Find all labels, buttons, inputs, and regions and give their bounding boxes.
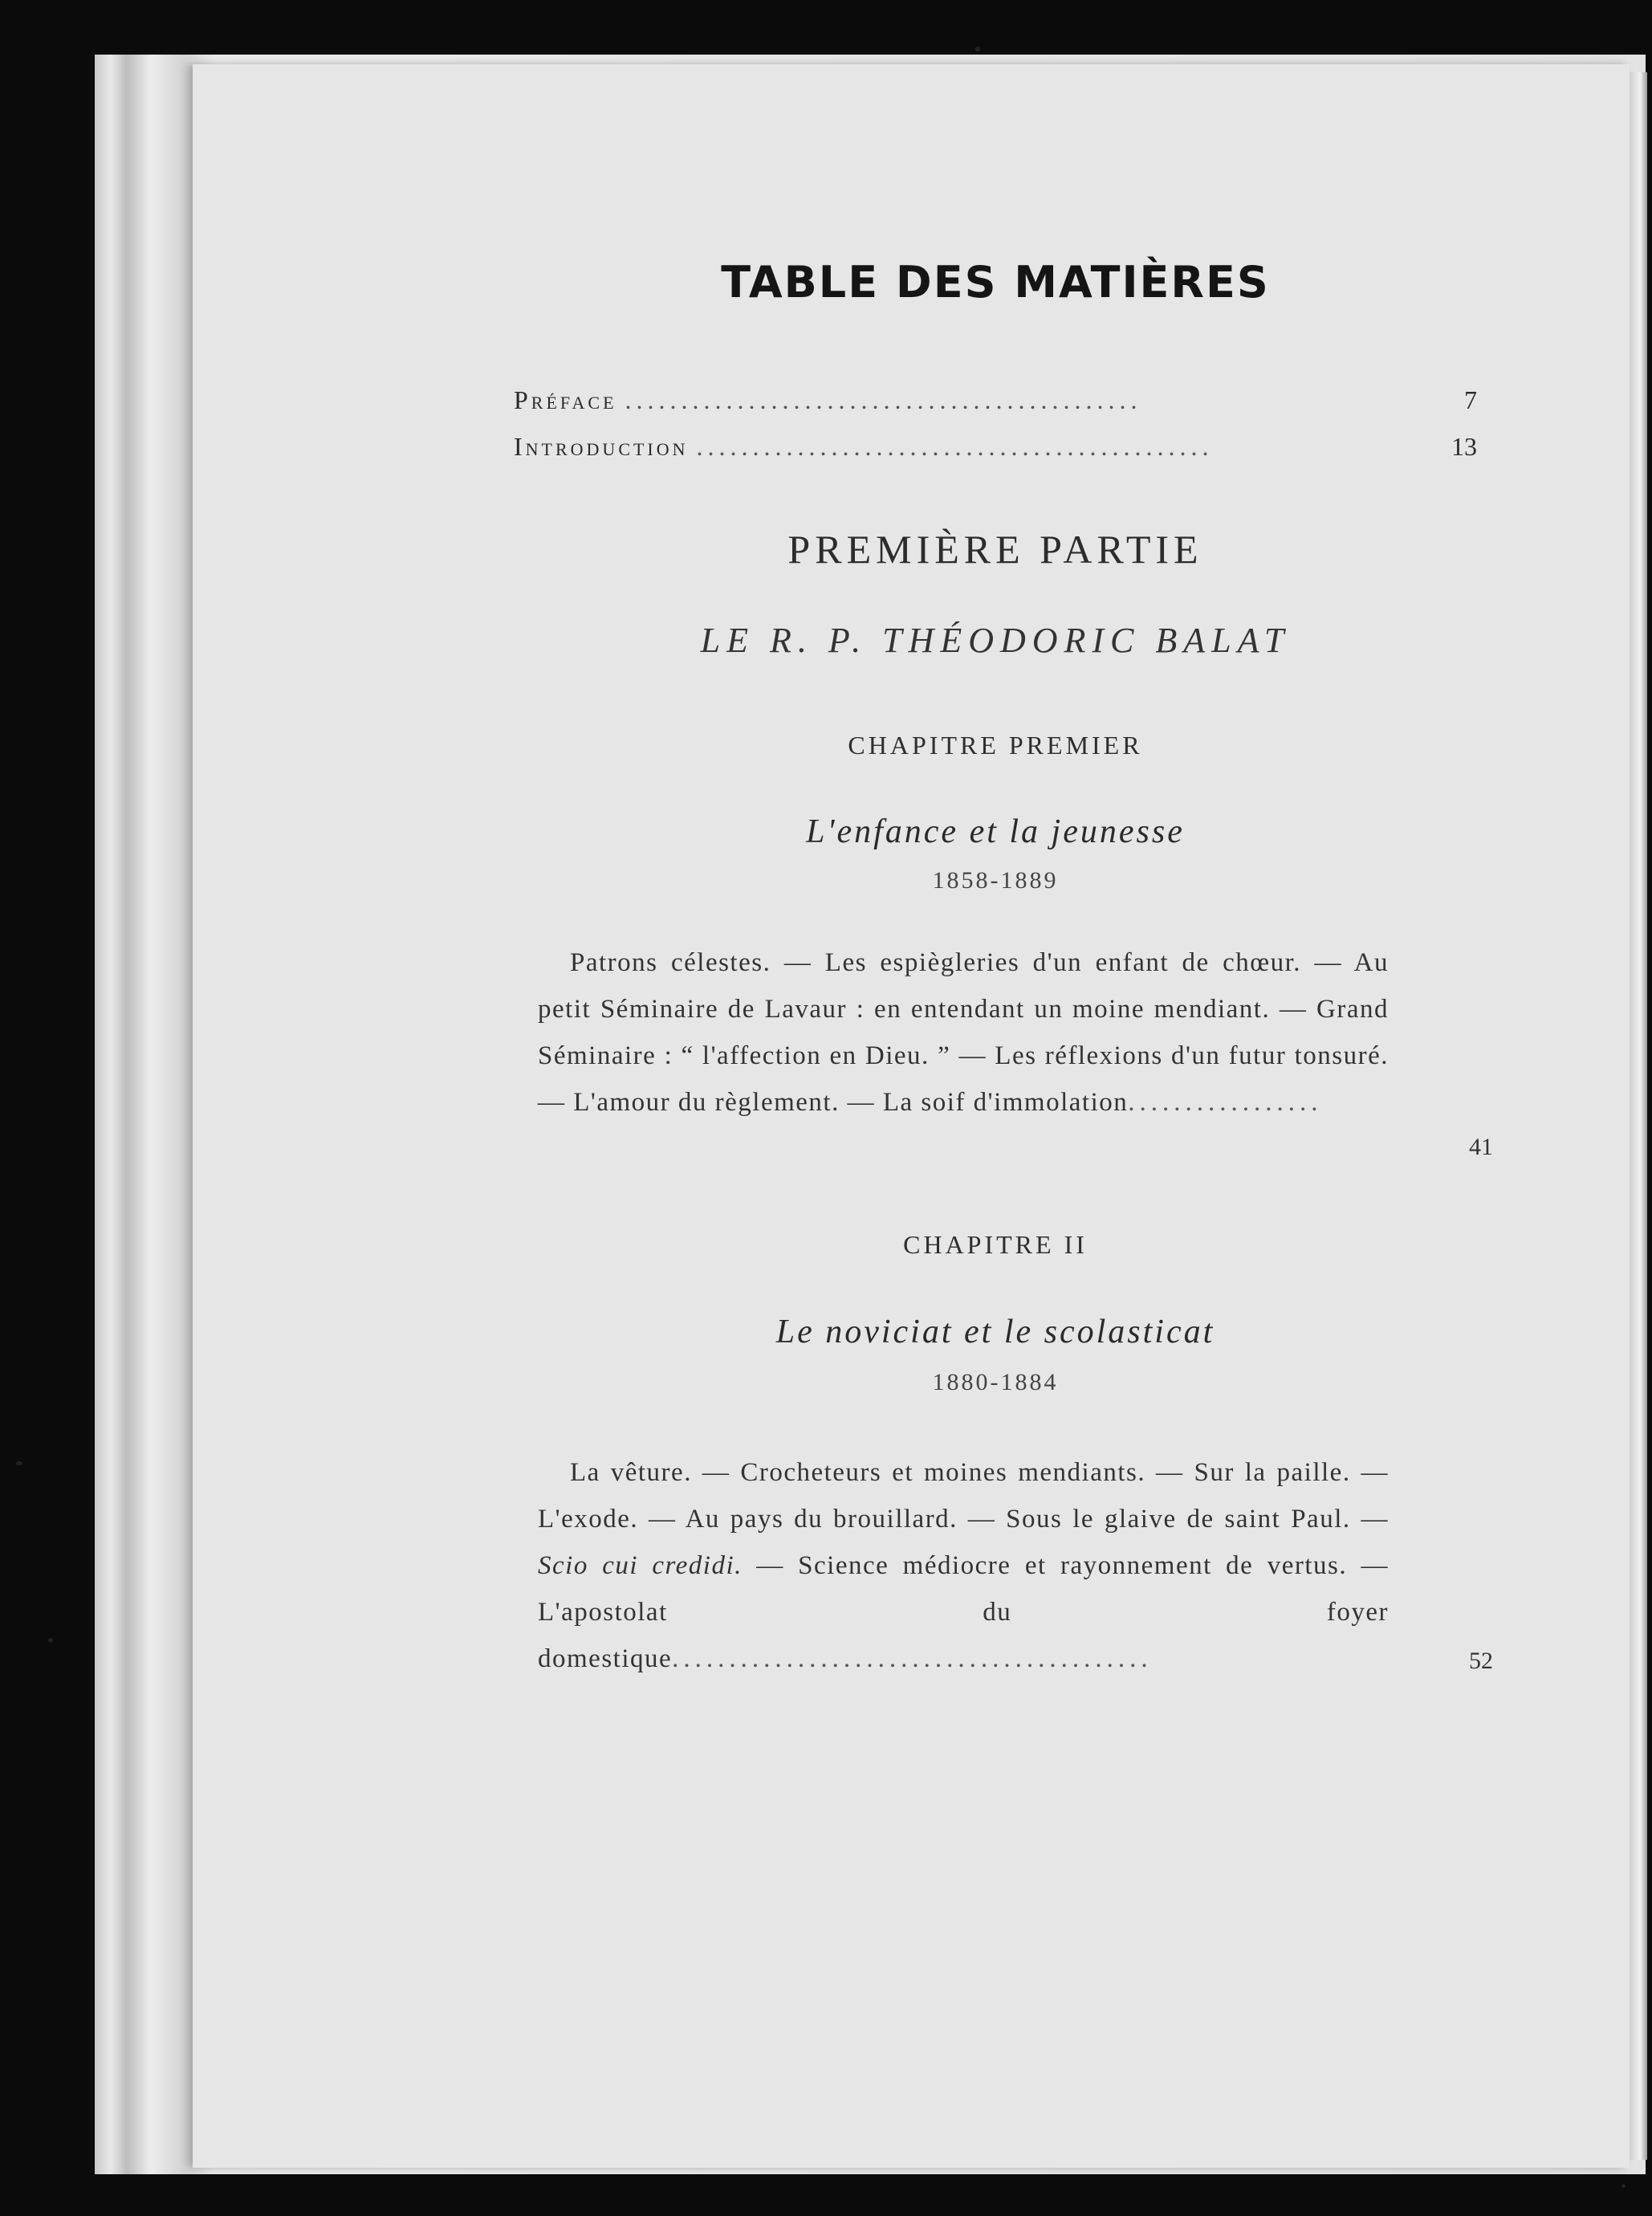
dust-speck (975, 47, 980, 51)
page-edge (1630, 72, 1647, 2160)
chapter-summary[interactable] (538, 939, 1389, 1126)
dust-speck (48, 1638, 53, 1643)
toc-entry-label: Préface (514, 385, 617, 414)
toc-page-number: 52 (1469, 1648, 1493, 1674)
dust-speck (1621, 2184, 1626, 2188)
toc-entry-preface[interactable] (514, 385, 1477, 426)
chapter-dates: 1880-1884 (932, 1369, 1059, 1395)
dot-leader: .......................................... (672, 1644, 1153, 1673)
chapter-summary[interactable] (538, 1449, 1389, 1682)
toc-page-number: 41 (1469, 1134, 1493, 1160)
dot-leader: ................. (1128, 1088, 1323, 1117)
toc-entry-introduction[interactable] (514, 432, 1477, 472)
chapter-summary-text: La vêture. — Crocheteurs et moines mendiants. — Sur la paille. — L'exode. — Au pays du brouillard. — Sous le glaive de saint Paul. — (538, 1458, 1389, 1534)
dust-speck (16, 1461, 22, 1465)
chapter-title: L'enfance et la jeunesse (806, 813, 1185, 850)
part-title: PREMIÈRE PARTIE (787, 527, 1203, 572)
toc-page-number: 7 (1464, 385, 1477, 414)
chapter-heading: CHAPITRE PREMIER (848, 731, 1143, 760)
chapter-heading: CHAPITRE II (903, 1230, 1088, 1259)
chapter-summary-text: Patrons célestes. — Les espiègleries d'un enfant de chœur. — Au petit Séminaire de Lavaur : en entendant un moine mendiant. — Grand Séminaire : “ l'affection en Dieu. ” — Les réflexions d'un futur tonsuré. — L'amour du règlement. — La soif d'immolation (538, 948, 1389, 1117)
chapter-title: Le noviciat et le scolasticat (775, 1314, 1215, 1350)
toc-entry-label: Introduction (514, 432, 689, 461)
part-subtitle: LE R. P. THÉODORIC BALAT (700, 621, 1291, 660)
page-title: TABLE DES MATIÈRES (721, 257, 1270, 308)
dot-leader: .............................................. (625, 385, 1142, 414)
toc-page-number: 13 (1451, 432, 1477, 461)
dot-leader: .............................................. (696, 432, 1214, 461)
chapter-summary-text: — Science médiocre et rayonnement de vertus. — L'apostolat du foyer domestique (538, 1551, 1389, 1673)
latin-quote: Scio cui credidi. (538, 1551, 743, 1580)
chapter-dates: 1858-1889 (932, 867, 1059, 894)
